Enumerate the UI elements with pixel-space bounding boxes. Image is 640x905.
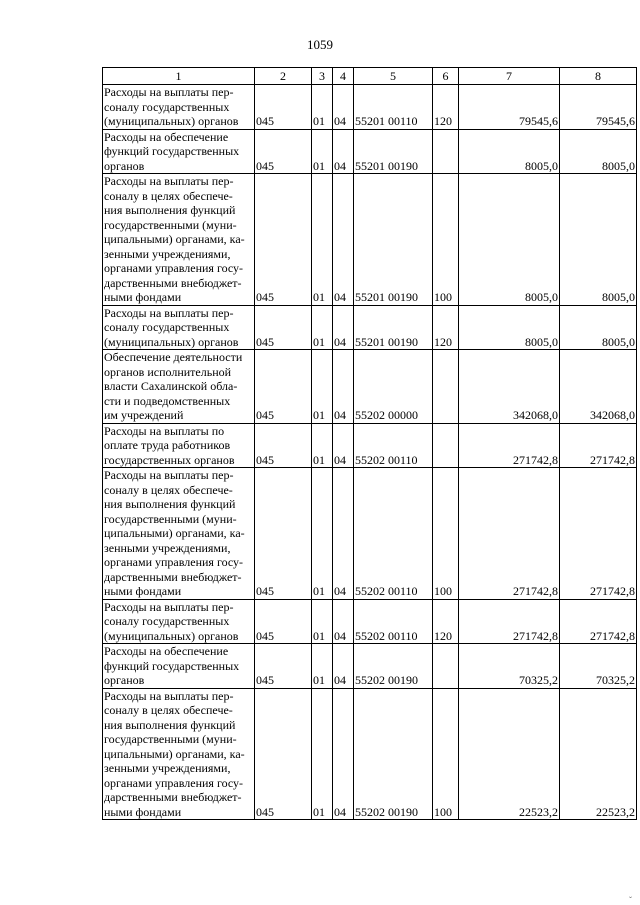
expense-name-cell: Расходы на выплаты пер- соналу в целях обеспече- ния выполнения функций государственными (муни- ципальными) органами, ка- зенными учреждениями, органами управления госу- дарственными внебюджет- ными фондами bbox=[103, 174, 255, 306]
subsection-cell: 04 bbox=[333, 85, 354, 130]
table-row bbox=[103, 599, 637, 644]
admin-code-cell: 045 bbox=[255, 644, 312, 689]
amount-cell: 271742,8 bbox=[560, 423, 637, 468]
subsection-cell: 04 bbox=[333, 305, 354, 350]
admin-code-cell: 045 bbox=[255, 599, 312, 644]
amount-cell: 342068,0 bbox=[459, 350, 560, 424]
target-article-cell: 55202 00110 bbox=[354, 423, 433, 468]
expense-name-cell: Расходы на выплаты пер- соналу государственных (муниципальных) органов bbox=[103, 305, 255, 350]
table-row bbox=[103, 688, 637, 820]
target-article-cell: 55202 00190 bbox=[354, 688, 433, 820]
expense-type-cell: 120 bbox=[433, 599, 459, 644]
amount-cell: 79545,6 bbox=[560, 85, 637, 130]
amount-cell: 70325,2 bbox=[459, 644, 560, 689]
amount-cell: 271742,8 bbox=[459, 423, 560, 468]
subsection-cell: 04 bbox=[333, 350, 354, 424]
subsection-cell: 04 bbox=[333, 644, 354, 689]
expense-type-cell bbox=[433, 350, 459, 424]
expense-name-cell: Расходы на выплаты пер- соналу в целях обеспече- ния выполнения функций государственными (муни- ципальными) органами, ка- зенными учреждениями, органами управления госу- дарственными внебюджет- ными фондами bbox=[103, 468, 255, 600]
amount-cell: 271742,8 bbox=[459, 599, 560, 644]
admin-code-cell: 045 bbox=[255, 468, 312, 600]
expense-type-cell bbox=[433, 644, 459, 689]
table-row bbox=[103, 468, 637, 600]
amount-cell: 342068,0 bbox=[560, 350, 637, 424]
subsection-cell: 04 bbox=[333, 688, 354, 820]
section-cell: 01 bbox=[312, 350, 333, 424]
column-header: 6 bbox=[433, 68, 459, 85]
subsection-cell: 04 bbox=[333, 423, 354, 468]
amount-cell: 8005,0 bbox=[560, 305, 637, 350]
amount-cell: 8005,0 bbox=[459, 305, 560, 350]
subsection-cell: 04 bbox=[333, 599, 354, 644]
expense-name-cell: Расходы на выплаты пер- соналу государственных (муниципальных) органов bbox=[103, 85, 255, 130]
target-article-cell: 55201 00110 bbox=[354, 85, 433, 130]
section-cell: 01 bbox=[312, 599, 333, 644]
admin-code-cell: 045 bbox=[255, 423, 312, 468]
target-article-cell: 55201 00190 bbox=[354, 174, 433, 306]
table-row bbox=[103, 85, 637, 130]
amount-cell: 271742,8 bbox=[560, 599, 637, 644]
section-cell: 01 bbox=[312, 305, 333, 350]
expense-type-cell: 100 bbox=[433, 688, 459, 820]
admin-code-cell: 045 bbox=[255, 174, 312, 306]
section-cell: 01 bbox=[312, 468, 333, 600]
amount-cell: 8005,0 bbox=[560, 174, 637, 306]
amount-cell: 8005,0 bbox=[560, 129, 637, 174]
admin-code-cell: 045 bbox=[255, 350, 312, 424]
column-header: 5 bbox=[354, 68, 433, 85]
section-cell: 01 bbox=[312, 423, 333, 468]
column-header: 2 bbox=[255, 68, 312, 85]
amount-cell: 22523,2 bbox=[560, 688, 637, 820]
column-header: 3 bbox=[312, 68, 333, 85]
column-header: 4 bbox=[333, 68, 354, 85]
subsection-cell: 04 bbox=[333, 174, 354, 306]
expense-type-cell: 100 bbox=[433, 174, 459, 306]
table-row bbox=[103, 174, 637, 306]
subsection-cell: 04 bbox=[333, 129, 354, 174]
section-cell: 01 bbox=[312, 129, 333, 174]
budget-table bbox=[102, 67, 637, 820]
expense-name-cell: Расходы на обеспечение функций государственных органов bbox=[103, 644, 255, 689]
amount-cell: 271742,8 bbox=[560, 468, 637, 600]
expense-name-cell: Расходы на выплаты пер- соналу в целях обеспече- ния выполнения функций государственными (муни- ципальными) органами, ка- зенными учреждениями, органами управления госу- дарственными внебюджет- ными фондами bbox=[103, 688, 255, 820]
target-article-cell: 55202 00110 bbox=[354, 468, 433, 600]
target-article-cell: 55201 00190 bbox=[354, 129, 433, 174]
column-header: 1 bbox=[103, 68, 255, 85]
column-header: 7 bbox=[459, 68, 560, 85]
admin-code-cell: 045 bbox=[255, 129, 312, 174]
table-body bbox=[103, 68, 637, 820]
amount-cell: 22523,2 bbox=[459, 688, 560, 820]
amount-cell: 8005,0 bbox=[459, 174, 560, 306]
amount-cell: 8005,0 bbox=[459, 129, 560, 174]
subsection-cell: 04 bbox=[333, 468, 354, 600]
expense-type-cell bbox=[433, 423, 459, 468]
section-cell: 01 bbox=[312, 644, 333, 689]
section-cell: 01 bbox=[312, 688, 333, 820]
expense-type-cell: 100 bbox=[433, 468, 459, 600]
admin-code-cell: 045 bbox=[255, 305, 312, 350]
target-article-cell: 55202 00000 bbox=[354, 350, 433, 424]
section-cell: 01 bbox=[312, 174, 333, 306]
table-row bbox=[103, 423, 637, 468]
table-row bbox=[103, 305, 637, 350]
expense-type-cell: 120 bbox=[433, 85, 459, 130]
amount-cell: 79545,6 bbox=[459, 85, 560, 130]
expense-type-cell: 120 bbox=[433, 305, 459, 350]
target-article-cell: 55202 00110 bbox=[354, 599, 433, 644]
amount-cell: 70325,2 bbox=[560, 644, 637, 689]
table-row bbox=[103, 644, 637, 689]
target-article-cell: 55202 00190 bbox=[354, 644, 433, 689]
amount-cell: 271742,8 bbox=[459, 468, 560, 600]
scan-mark: ˇ bbox=[629, 895, 632, 905]
table-row bbox=[103, 129, 637, 174]
section-cell: 01 bbox=[312, 85, 333, 130]
header-row bbox=[103, 68, 637, 85]
column-header: 8 bbox=[560, 68, 637, 85]
expense-name-cell: Расходы на обеспечение функций государственных органов bbox=[103, 129, 255, 174]
expense-type-cell bbox=[433, 129, 459, 174]
expense-name-cell: Расходы на выплаты по оплате труда работников государственных органов bbox=[103, 423, 255, 468]
admin-code-cell: 045 bbox=[255, 85, 312, 130]
admin-code-cell: 045 bbox=[255, 688, 312, 820]
page-number: 1059 bbox=[307, 37, 333, 52]
expense-name-cell: Обеспечение деятельности органов исполнительной власти Сахалинской обла- сти и подведомственных им учреждений bbox=[103, 350, 255, 424]
table-row bbox=[103, 350, 637, 424]
expense-name-cell: Расходы на выплаты пер- соналу государственных (муниципальных) органов bbox=[103, 599, 255, 644]
target-article-cell: 55201 00190 bbox=[354, 305, 433, 350]
